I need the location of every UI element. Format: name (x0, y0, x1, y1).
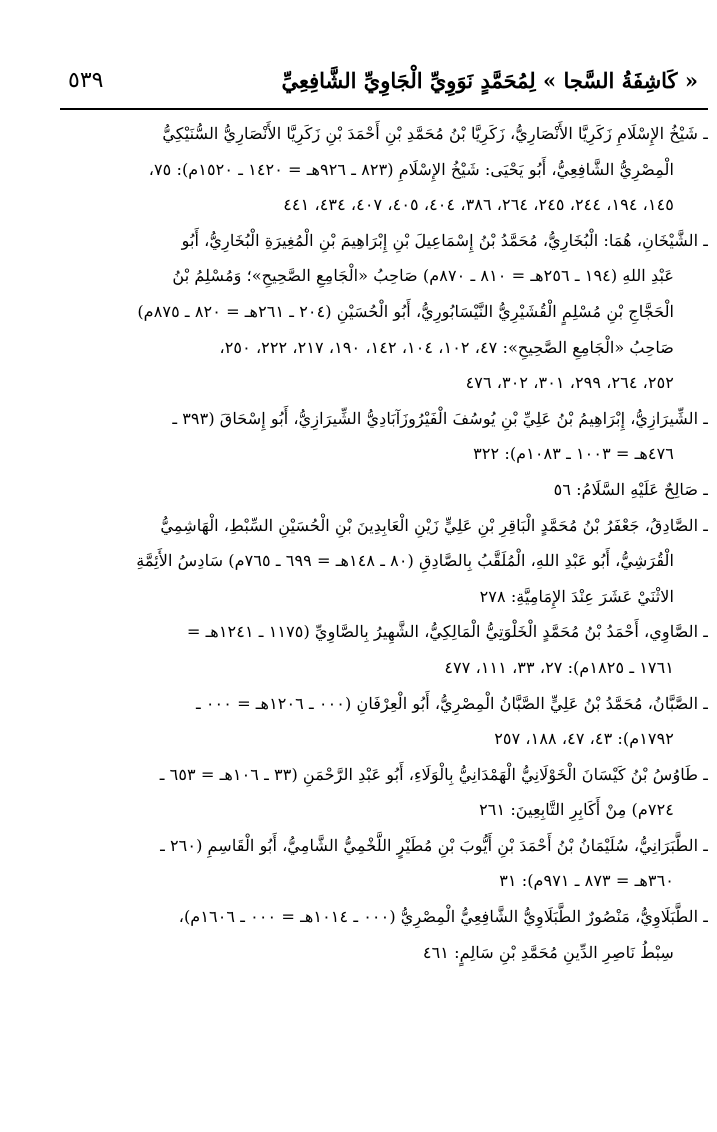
entry-continuation-line: ١٧٦١ ـ ١٨٢٥م): ٢٧، ٣٣، ١١١، ٤٧٧ (444, 657, 674, 677)
index-entry (60, 899, 708, 970)
entry-continuation-line: ٢٥٢، ٢٦٤، ٢٩٩، ٣٠١، ٣٠٢، ٤٧٦ (465, 373, 674, 393)
index-entry (60, 472, 708, 508)
entry-continuation-line: عَبْدِ اللهِ (١٩٤ ـ ٢٥٦هـ = ٨١٠ ـ ٨٧٠م) صَاحِبُ «الْجَامِعِ الصَّحِيحِ»؛ وَمُسْلِمُ بْنُ (172, 266, 674, 286)
entry-first-line: ـ الشَّيْخَانِ، هُمَا: الْبُخَارِيُّ، مُحَمَّدُ بْنُ إِسْمَاعِيلَ بْنِ إِبْرَاهِيمَ بْنِ الْمُغِيرَةِ الْبُخَارِيُّ، أَبُو (181, 230, 708, 250)
index-entry (60, 614, 708, 685)
entry-continuation-line: الْحَجَّاجِ بْنِ مُسْلِمٍ الْقُشَيْرِيُّ النَّيْسَابُورِيُّ، أَبُو الْحُسَيْنِ (٢٠٤ ـ ٢٦١هـ = ٨٢٠ ـ ٨٧٥م) (137, 301, 674, 321)
entry-first-line: ـ الصَّادِقُ، جَعْفَرُ بْنُ مُحَمَّدٍ الْبَاقِرِ بْنِ عَلِيٍّ زَيْنِ الْعَابِدِينَ بْنِ الْحُسَيْنِ السِّبْطِ، الْهَاشِمِيُّ (160, 515, 708, 535)
index-entry (60, 828, 708, 899)
entry-first-line: ـ الطَّبَرَانِيُّ، سُلَيْمَانُ بْنُ أَحْمَدَ بْنِ أَيُّوبَ بْنِ مُطَيْرٍ اللَّخْمِيُّ الشَّامِيُّ، أَبُو الْقَاسِمِ (٢٦٠ ـ (160, 835, 708, 855)
running-title: « كَاشِفَةُ السَّجا » لِمُحَمَّدٍ نَوَوِيِّ الْجَاوِيِّ الشَّافِعِيِّ (281, 68, 698, 93)
index-entry (60, 116, 708, 223)
index-entry (60, 757, 708, 828)
entry-continuation-line: ٤٧٦هـ = ١٠٠٣ ـ ١٠٨٣م): ٣٢٢ (473, 444, 674, 464)
entry-continuation-line: ١٧٩٢م): ٤٣، ٤٧، ١٨٨، ٢٥٧ (494, 729, 674, 749)
index-entries (60, 116, 708, 970)
entry-first-line: ـ الشِّيرَازِيُّ، إِبْرَاهِيمُ بْنُ عَلِيِّ بْنِ يُوسُفَ الْفَيْرُوزَآبَادِيُّ الشِّيرَازِيُّ، أَبُو إِسْحَاقَ (٣٩٣ ـ (172, 408, 708, 428)
entry-continuation-line: سِبْطُ نَاصِرِ الدِّينِ مُحَمَّدِ بْنِ سَالِمٍ: ٤٦١ (422, 942, 674, 962)
page-header (60, 62, 708, 106)
entry-first-line: ـ شَيْخُ الإِسْلَامِ زَكَرِيَّا الأَنْصَارِيُّ، زَكَرِيَّا بْنُ مُحَمَّدِ بْنِ أَحْمَدَ بْنِ زَكَرِيَّا الأَنْصَارِيُّ السُّنَيْكِيُّ (162, 124, 708, 143)
entry-continuation-line: ١٤٥، ١٩٤، ٢٤٤، ٢٤٥، ٢٦٤، ٣٨٦، ٤٠٤، ٤٠٥، ٤٠٧، ٤٣٤، ٤٤١ (283, 195, 674, 215)
index-entry (60, 508, 708, 615)
entry-first-line: ـ الصَّاوِي، أَحْمَدُ بْنُ مُحَمَّدٍ الْخَلْوَتِيُّ الْمَالِكِيُّ، الشَّهِيرُ بِالصَّاوِيِّ (١١٧٥ ـ ١٢٤١هـ = (186, 622, 708, 642)
index-entry (60, 686, 708, 757)
entry-continuation-line: الاثْنَيْ عَشَرَ عِنْدَ الإِمَامِيَّةِ: ٢٧٨ (479, 586, 674, 606)
entry-continuation-line: صَاحِبُ «الْجَامِعِ الصَّحِيحِ»: ٤٧، ١٠٢، ١٠٤، ١٤٢، ١٩٠، ٢١٧، ٢٢٢، ٢٥٠، (219, 337, 674, 357)
entry-first-line: ـ صَالِحٌ عَلَيْهِ السَّلَامُ: ٥٦ (553, 479, 708, 499)
page-number: ٥٣٩ (68, 68, 104, 93)
index-entry (60, 401, 708, 472)
entry-continuation-line: ٧٢٤م) مِنْ أَكَابِرِ التَّابِعِينَ: ٢٦١ (479, 800, 674, 820)
entry-continuation-line: ٣٦٠هـ = ٨٧٣ ـ ٩٧١م): ٣١ (499, 871, 674, 891)
entry-first-line: ـ طَاوُسُ بْنُ كَيْسَانَ الْخَوْلَانِيُّ الْهَمْدَانِيُّ بِالْوَلَاءِ، أَبُو عَبْدِ الرَّحْمَنِ (٣٣ ـ ١٠٦هـ = ٦٥٣ ـ (159, 764, 708, 784)
header-rule (60, 108, 708, 110)
entry-first-line: ـ الطَّبَلَاوِيُّ، مَنْصُورٌ الطَّبَلَاوِيُّ الشَّافِعِيُّ الْمِصْرِيُّ (٠٠٠ ـ ١٠١٤هـ = ٠٠٠ ـ ١٦٠٦م)، (178, 907, 708, 927)
entry-continuation-line: الْمِصْرِيُّ الشَّافِعِيُّ، أَبُو يَحْيَى: شَيْخُ الإِسْلَامِ (٨٢٣ ـ ٩٢٦هـ = ١٤٢٠ ـ ١٥٢٠م): ٧٥، (148, 159, 674, 179)
index-entry (60, 223, 708, 401)
entry-continuation-line: الْقُرَشِيُّ، أَبُو عَبْدِ اللهِ، الْمُلَقَّبُ بِالصَّادِقِ (٨٠ ـ ١٤٨هـ = ٦٩٩ ـ ٧٦٥م) سَادِسُ الأَئِمَّةِ (136, 551, 674, 571)
entry-first-line: ـ الصَّبَّانُ، مُحَمَّدُ بْنُ عَلِيٍّ الصَّبَّانُ الْمِصْرِيُّ، أَبُو الْعِرْفَانِ (٠٠٠ ـ ١٢٠٦هـ = ٠٠٠ ـ (195, 693, 708, 713)
